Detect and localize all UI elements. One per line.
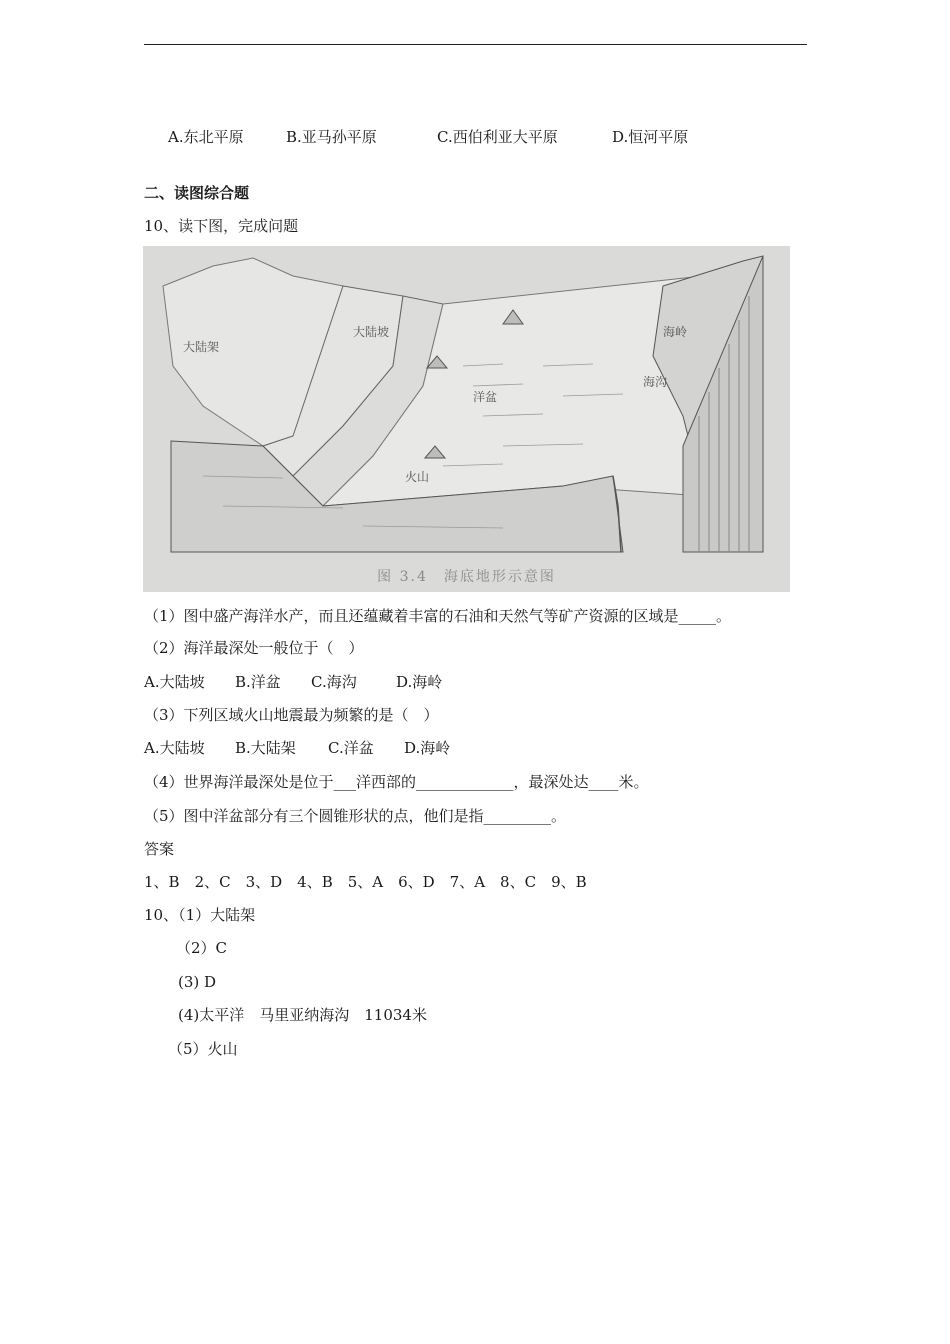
seafloor-diagram: [143, 246, 790, 592]
figure-caption: 图 3.4 海底地形示意图: [377, 569, 556, 585]
q10-sub3-option-d: D.海岭: [404, 739, 451, 757]
map-label-slope: 大陆坡: [353, 325, 390, 339]
map-label-basin: 洋盆: [473, 390, 498, 404]
q10-sub2: （2）海洋最深处一般位于（ ）: [144, 639, 364, 657]
header-rule: [144, 44, 807, 45]
q10-sub4: （4）世界海洋最深处是位于___洋西部的_____________，最深处达____米。: [144, 773, 649, 791]
map-label-trench: 海沟: [643, 375, 668, 389]
q10-sub2-option-d: D.海岭: [396, 673, 443, 691]
answer-q10-2: （2）C: [176, 939, 228, 957]
answer-q10-4: (4)太平洋 马里亚纳海沟 11034米: [178, 1006, 427, 1024]
q10-sub3-option-c: C.洋盆: [328, 739, 374, 757]
seafloor-figure: [143, 246, 790, 592]
q10-sub1: （1）图中盛产海洋水产，而且还蕴藏着丰富的石油和天然气等矿产资源的区域是_____。: [144, 607, 732, 625]
q10-sub2-option-c: C.海沟: [311, 673, 357, 691]
answer-q10-3: (3) D: [178, 973, 217, 991]
q9-option-c: C.西伯利亚大平原: [437, 128, 558, 146]
q10-sub2-option-a: A.大陆坡: [144, 673, 205, 691]
section-title: 二、读图综合题: [144, 184, 250, 202]
q10-sub3-option-b: B.大陆架: [235, 739, 296, 757]
answers-choice-line: 1、B 2、C 3、D 4、B 5、A 6、D 7、A 8、C 9、B: [144, 873, 587, 891]
q10-sub3: （3）下列区域火山地震最为频繁的是（ ）: [144, 706, 439, 724]
q10-sub3-option-a: A.大陆坡: [144, 739, 205, 757]
q10-sub2-option-b: B.洋盆: [235, 673, 281, 691]
q9-option-a: A.东北平原: [168, 128, 244, 146]
map-label-shelf: 大陆架: [183, 340, 220, 354]
q10-stem: 10、读下图，完成问题: [144, 217, 299, 235]
map-label-ridge: 海岭: [663, 325, 688, 339]
answer-q10-1: 10、（1）大陆架: [144, 906, 256, 924]
q10-sub5: （5）图中洋盆部分有三个圆锥形状的点，他们是指_________。: [144, 807, 567, 825]
q9-option-b: B.亚马孙平原: [286, 128, 377, 146]
answers-title: 答案: [144, 840, 175, 858]
answer-q10-5: （5）火山: [168, 1040, 238, 1058]
map-label-volcano: 火山: [405, 470, 430, 484]
q9-option-d: D.恒河平原: [612, 128, 689, 146]
